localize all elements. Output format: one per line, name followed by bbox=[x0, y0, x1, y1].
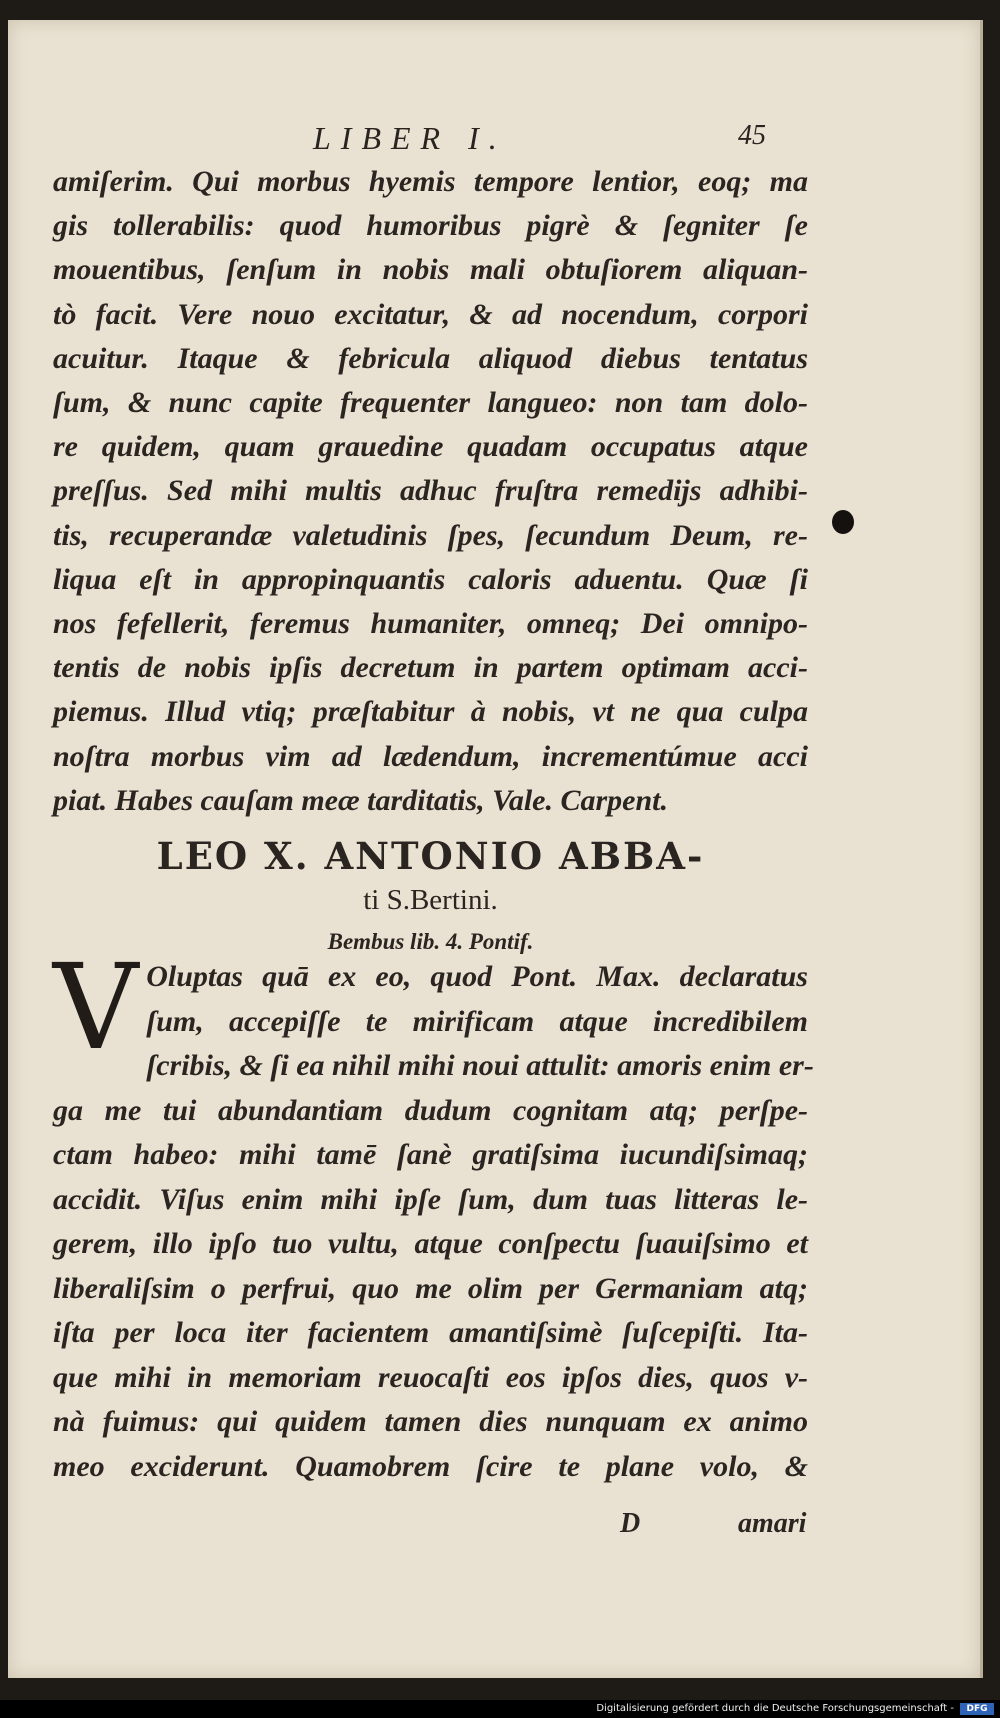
text-line: ſum, accepiſſe te mirificam atque incredibilem bbox=[146, 1004, 808, 1038]
text-line: mouentibus, ſenſum in nobis mali obtuſiorem aliquan- bbox=[53, 253, 808, 287]
letter-heading-continuation: ti S.Bertini. bbox=[363, 884, 498, 916]
text-line: liqua eſt in appropinquantis caloris aduentu. Quæ ſi bbox=[53, 562, 808, 596]
text-line: ſum, & nunc capite frequenter langueo: non tam dolo- bbox=[53, 386, 808, 420]
text-line: accidit. Viſus enim mihi ipſe ſum, dum tuas litteras le- bbox=[53, 1182, 808, 1216]
text-line: tentis de nobis ipſis decretum in partem optimam acci- bbox=[53, 651, 808, 685]
page-header bbox=[8, 120, 980, 160]
text-line: que mihi in memoriam reuocaſti eos ipſos dies, quos v- bbox=[53, 1360, 808, 1394]
text-line: piemus. Illud vtiq; præſtabitur à nobis, vt ne qua culpa bbox=[53, 695, 808, 729]
digitization-footer bbox=[0, 1700, 1000, 1718]
text-line: noſtra morbus vim ad lædendum, incrementúmue acci bbox=[53, 739, 808, 773]
text-line: liberaliſsim o perfrui, quo me olim per Germaniam atq; bbox=[53, 1271, 808, 1305]
text-line: re quidem, quam grauedine quadam occupatus atque bbox=[53, 430, 808, 464]
text-line: iſta per loca iter facientem amantiſsimè ſuſcepiſti. Ita- bbox=[53, 1316, 808, 1349]
book-page bbox=[8, 20, 983, 1678]
text-line: ctam habeo: mihi tamē ſanè gratiſsima iucundiſsimaq; bbox=[53, 1138, 808, 1171]
ink-spot bbox=[832, 510, 854, 534]
text-line: ga me tui abundantiam dudum cognitam atq; perſpe- bbox=[53, 1093, 808, 1127]
text-line: Oluptas quā ex eo, quod Pont. Max. declaratus bbox=[146, 960, 808, 993]
dfg-logo: DFG bbox=[960, 1703, 994, 1715]
catchword: amari bbox=[738, 1508, 807, 1539]
text-line: piat. Habes cauſam meæ tarditatis, Vale. Carpent. bbox=[53, 783, 669, 817]
text-line: preſſus. Sed mihi multis adhuc fruſtra remedijs adhibi- bbox=[53, 474, 808, 508]
letter-heading bbox=[53, 832, 808, 960]
running-head: LIBER I. bbox=[313, 120, 507, 156]
signature-mark: D bbox=[620, 1508, 641, 1539]
text-line: amiſerim. Qui morbus hyemis tempore lentior, eoq; ma bbox=[53, 165, 808, 198]
drop-cap: V bbox=[53, 938, 139, 1076]
text-line: tò facit. Vere nouo excitatur, & ad nocendum, corpori bbox=[53, 297, 808, 331]
text-line: acuitur. Itaque & febricula aliquod diebus tentatus bbox=[53, 341, 808, 375]
text-line: gerem, illo ipſo tuo vultu, atque conſpectu ſuauiſsimo et bbox=[53, 1227, 808, 1260]
text-line: nà fuimus: qui quidem tamen dies nunquam ex animo bbox=[53, 1405, 808, 1438]
letter-heading-title: LEO X. ANTONIO ABBA- bbox=[156, 834, 705, 878]
text-line: gis tollerabilis: quod humoribus pigrè & ſegniter ſe bbox=[53, 209, 808, 243]
letter-source-note: Bembus lib. 4. Pontif. bbox=[327, 929, 534, 954]
funding-credit: Digitalisierung gefördert durch die Deutsche Forschungsgemeinschaft - bbox=[596, 1703, 954, 1714]
text-line: ſcribis, & ſi ea nihil mihi noui attulit: amoris enim er- bbox=[146, 1049, 814, 1082]
text-line: meo exciderunt. Quamobrem ſcire te plane volo, & bbox=[53, 1449, 808, 1483]
catchline bbox=[8, 1508, 980, 1548]
page-number: 45 bbox=[738, 120, 766, 151]
text-line: nos fefellerit, feremus humaniter, omneq; Dei omnipo- bbox=[53, 607, 808, 641]
letter-continuation bbox=[53, 160, 808, 823]
text-line: tis, recuperandæ valetudinis ſpes, ſecundum Deum, re- bbox=[53, 518, 808, 552]
